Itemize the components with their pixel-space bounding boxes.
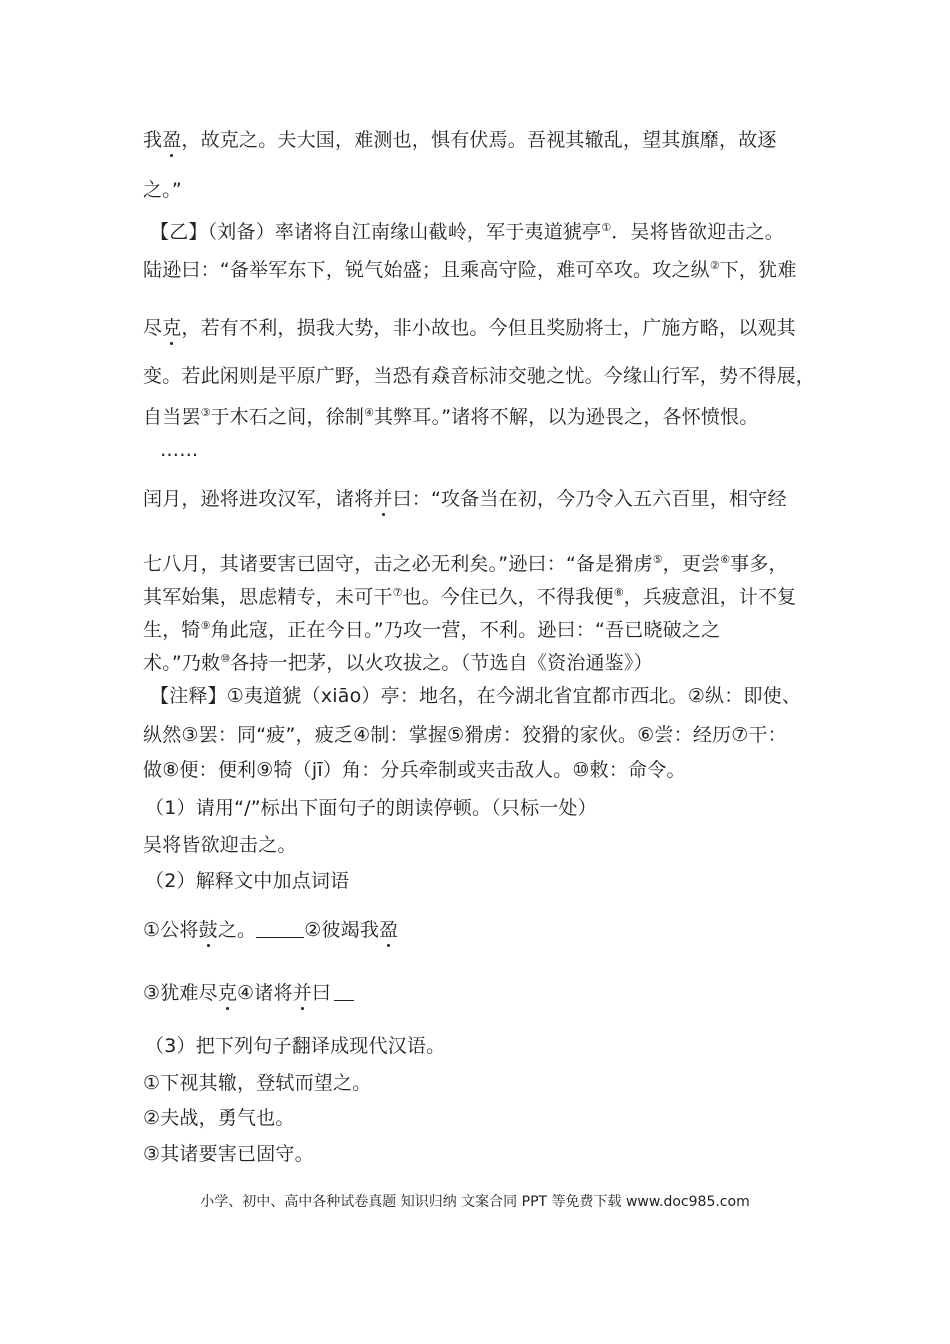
text-line: 吴将皆欲迎击之。	[143, 834, 297, 856]
question-1: （1）请用“/”标出下面句子的朗读停顿。（只标一处）	[145, 797, 597, 819]
text-line: 纵然③罢：同“疲”，疲乏④制：掌握⑤猾虏：狡猾的家伙。⑥尝：经历⑦干：	[143, 724, 787, 746]
dotted-char: 并	[292, 982, 312, 1004]
page-footer: 小学、初中、高中各种试卷真题 知识归纳 文案合同 PPT 等免费下载 www.doc985.com	[200, 1194, 750, 1210]
text-line: 闰月，逊将进攻汉军，诸将并曰：“攻备当在初，今乃令入五六百里，相守经	[143, 488, 787, 510]
text-line: 【乙】（刘备）率诸将自江南缘山截岭，军于夷道猇亭①．吴将皆欲迎击之。	[150, 221, 784, 243]
text-line: 术。”乃敕⑩各持一把茅，以火攻拔之。（节选自《资治通鉴》）	[143, 652, 653, 674]
question-3: （3）把下列句子翻译成现代汉语。	[145, 1035, 446, 1057]
text-line: 其军始集，思虑精专，未可干⑦也。今住已久，不得我便⑧，兵疲意沮，计不复	[143, 586, 797, 608]
text-line: 做⑧便：便利⑨犄（jī）角：分兵牵制或夹击敌人。⑩敕：命令。	[143, 759, 686, 781]
dotted-char: 盈	[379, 919, 399, 941]
text-line: ①公将鼓之。 ②彼竭我盈	[143, 919, 399, 941]
text-line: 之。”	[143, 179, 182, 201]
dotted-char: 克	[162, 317, 182, 339]
text-line: 尽克，若有不利，损我大势，非小故也。今但且奖励将士，广施方略，以观其	[143, 317, 796, 339]
question-2: （2）解释文中加点词语	[145, 870, 350, 892]
dotted-char: 鼓	[198, 919, 218, 941]
text-line: 七八月，其诸要害已固守，击之必无利矣。”逊曰：“备是猾虏⑤，更尝⑥事多，	[143, 553, 788, 575]
text-line: 生，犄⑨角此寇，正在今日。”乃攻一营，不利。逊曰：“吾已晓破之之	[143, 619, 721, 641]
text-line: ②夫战，勇气也。	[143, 1107, 295, 1129]
text-line: ③犹难尽克④诸将并曰	[143, 981, 823, 1005]
answer-blank[interactable]	[334, 982, 354, 1001]
dotted-char: 盈	[162, 129, 182, 151]
text-line: 【注释】①夷道猇（xiāo）亭：地名，在今湖北省宜都市西北。②纵：即使、	[150, 685, 802, 707]
dotted-char: 并	[373, 488, 393, 510]
text-line: ①下视其辙，登轼而望之。	[143, 1072, 372, 1094]
text-line: 变。若此闲则是平原广野，当恐有猋音标沛交驰之忧。今缘山行军，势不得展，	[143, 365, 816, 387]
text-line: ③其诸要害已固守。	[143, 1143, 314, 1165]
text-line: 自当罢③于木石之间，徐制④其弊耳。”诸将不解，以为逊畏之，各怀愤恨。	[143, 406, 759, 428]
text-line: 我盈，故克之。夫大国，难测也，惧有伏焉。吾视其辙乱，望其旗靡，故逐	[143, 129, 777, 151]
answer-blank[interactable]	[256, 919, 304, 938]
text-line: 陆逊曰：“备举军东下，锐气始盛；且乘高守险，难可卒攻。攻之纵②下，犹难	[143, 259, 797, 281]
dotted-char: 克	[217, 982, 238, 1004]
text-line: ……	[160, 439, 199, 461]
